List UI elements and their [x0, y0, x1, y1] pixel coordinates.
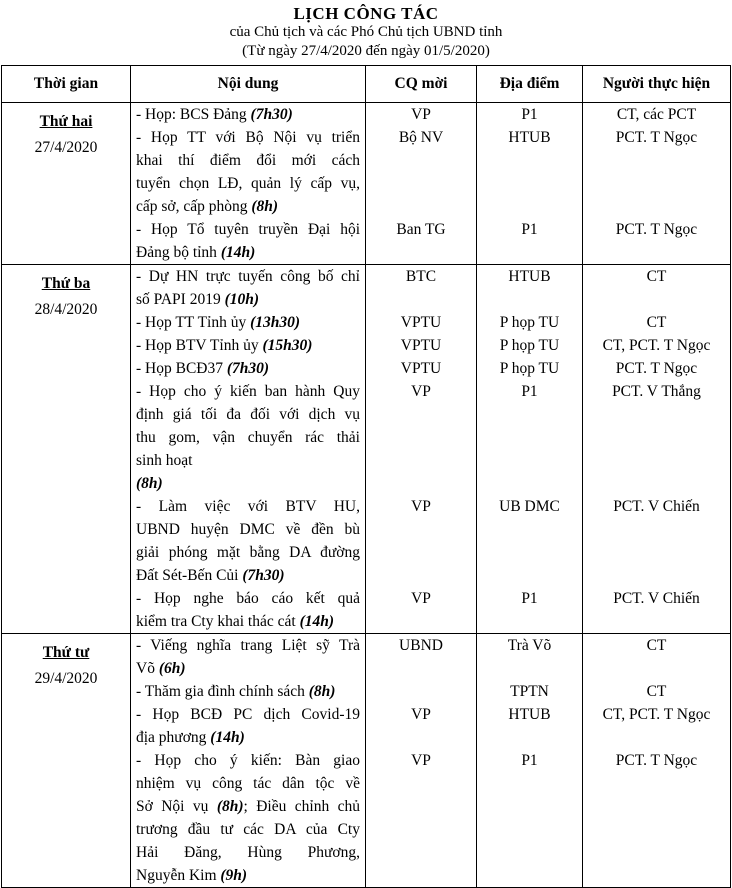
- agenda-item: [136, 357, 360, 380]
- agenda-time: (14h): [299, 613, 335, 630]
- agenda-text: địa phương: [136, 729, 207, 746]
- agenda-item: [136, 334, 360, 357]
- person-value-block: [583, 103, 730, 126]
- place-value: P họp TU: [499, 360, 560, 377]
- agenda-text: tuyển chọn LĐ, quản lý cấp vụ,: [136, 175, 360, 192]
- host-value: [366, 680, 476, 703]
- agenda-text: kiểm tra Cty khai thác cát: [136, 613, 296, 630]
- day-row: [2, 103, 731, 265]
- agenda-line: [136, 818, 360, 841]
- agenda-time: (8h): [251, 198, 279, 215]
- place-value: P1: [521, 383, 538, 400]
- document-title: LỊCH CÔNG TÁC: [293, 4, 439, 23]
- host-value-block: [366, 680, 476, 703]
- agenda-text: số PAPI 2019: [136, 291, 221, 308]
- agenda-text: - Họp Tổ tuyên truyền Đại hội: [136, 221, 360, 238]
- person-value: CT, PCT. T Ngọc: [602, 706, 711, 723]
- person-value-block: [583, 680, 730, 703]
- person-value-block: [583, 334, 730, 357]
- host-value: VP: [411, 498, 431, 515]
- agenda-text: trương đầu tư các DA của Cty: [136, 821, 360, 838]
- agenda-line: [136, 126, 360, 149]
- agenda-line: [136, 472, 360, 495]
- agenda-line: [136, 864, 360, 887]
- host-cell: [366, 265, 477, 634]
- agenda-line: [136, 495, 360, 518]
- agenda-text: khai thí điểm đổi mới cách: [136, 152, 360, 169]
- agenda-line: [136, 288, 360, 311]
- place-value-block: [477, 311, 582, 334]
- agenda-time: (15h30): [262, 337, 313, 354]
- host-value: VP: [411, 706, 431, 723]
- host-value-block: [366, 587, 476, 633]
- person-value: PCT. T Ngọc: [615, 360, 698, 377]
- day-date: 28/4/2020: [34, 301, 98, 318]
- person-value-block: [583, 634, 730, 680]
- agenda-text: nhiệm vụ công tác dân tộc về: [136, 775, 360, 792]
- agenda-line: [136, 634, 360, 657]
- person-value-block: [583, 749, 730, 887]
- agenda-line: [136, 265, 360, 288]
- agenda-text: Nguyễn Kim: [136, 867, 217, 884]
- col-header-place: Địa điểm: [477, 66, 583, 103]
- person-value: CT, các PCT: [616, 106, 697, 123]
- person-value-block: [583, 587, 730, 633]
- person-value-block: [583, 311, 730, 334]
- agenda-line: [136, 311, 360, 334]
- host-value: VPTU: [400, 337, 442, 354]
- agenda-text: Đảng bộ tỉnh: [136, 244, 217, 261]
- agenda-time: (7h30): [242, 567, 285, 584]
- host-value-block: [366, 749, 476, 887]
- person-value: CT, PCT. T Ngọc: [602, 337, 711, 354]
- date-range: (Từ ngày 27/4/2020 đến ngày 01/5/2020): [242, 43, 490, 59]
- day-cell: [2, 103, 131, 265]
- person-value-block: [583, 218, 730, 264]
- person-value: CT: [646, 637, 667, 654]
- agenda-line: [136, 703, 360, 726]
- agenda-text: UBND huyện DMC về đền bù: [136, 521, 360, 538]
- agenda-line: [136, 587, 360, 610]
- agenda-line: [136, 334, 360, 357]
- agenda-line: [136, 426, 360, 449]
- host-value-block: [366, 380, 476, 495]
- agenda-text: Hải Đăng, Hùng Phương,: [136, 844, 360, 861]
- person-value-block: [583, 126, 730, 218]
- place-cell: [477, 634, 583, 888]
- agenda-line: [136, 403, 360, 426]
- agenda-item: [136, 680, 360, 703]
- place-value-block: [477, 680, 582, 703]
- place-value: P họp TU: [499, 337, 560, 354]
- host-value-block: [366, 126, 476, 218]
- person-value: PCT. T Ngọc: [615, 221, 698, 238]
- agenda-item: [136, 218, 360, 264]
- place-value-block: [477, 634, 582, 680]
- agenda-item: [136, 703, 360, 749]
- agenda-item: [136, 380, 360, 495]
- agenda-text: Đất Sét-Bến Củi: [136, 567, 239, 584]
- person-cell: [583, 634, 731, 888]
- place-value: P1: [521, 106, 538, 123]
- header-row: [2, 66, 731, 103]
- host-value-block: [366, 634, 476, 680]
- host-value: VP: [411, 752, 431, 769]
- agenda-item: [136, 495, 360, 587]
- agenda-line: [136, 541, 360, 564]
- place-value: P1: [521, 221, 538, 238]
- agenda-text: - Thăm gia đình chính sách: [136, 683, 305, 700]
- agenda-line: [136, 149, 360, 172]
- day-cell: [2, 265, 131, 634]
- agenda-time: (14h): [210, 729, 245, 746]
- agenda-line: [136, 195, 360, 218]
- agenda-text: - Viếng nghĩa trang Liệt sỹ Trà: [136, 637, 360, 654]
- agenda-text: sinh hoạt: [136, 452, 193, 469]
- agenda-item: [136, 103, 360, 126]
- agenda-time: (7h30): [250, 106, 293, 123]
- agenda-item: [136, 749, 360, 887]
- agenda-line: [136, 657, 360, 680]
- host-value-block: [366, 357, 476, 380]
- host-value-block: [366, 218, 476, 264]
- agenda-time: (10h): [224, 291, 260, 308]
- person-value-block: [583, 380, 730, 495]
- col-header-time: Thời gian: [2, 66, 131, 103]
- day-date: 27/4/2020: [34, 139, 98, 156]
- agenda-text: Sở Nội vụ: [136, 798, 209, 815]
- agenda-line: [136, 518, 360, 541]
- host-value-block: [366, 703, 476, 749]
- agenda-line: [136, 218, 360, 241]
- agenda-line: [136, 841, 360, 864]
- place-value-block: [477, 587, 582, 633]
- place-value: HTUB: [508, 129, 551, 146]
- person-cell: [583, 265, 731, 634]
- agenda-time: (14h): [220, 244, 256, 261]
- place-value-block: [477, 357, 582, 380]
- agenda-text: - Dự HN trực tuyến công bố chỉ: [136, 268, 360, 285]
- col-header-host: CQ mời: [366, 66, 477, 103]
- place-value: P họp TU: [499, 314, 560, 331]
- person-value: PCT. T Ngọc: [615, 129, 698, 146]
- host-value: Bộ NV: [398, 129, 444, 146]
- agenda-line: [136, 749, 360, 772]
- place-cell: [477, 103, 583, 265]
- host-value: UBND: [399, 637, 443, 654]
- agenda-item: [136, 634, 360, 680]
- person-value: PCT. V Chiến: [613, 590, 700, 607]
- agenda-text: - Họp: BCS Đảng: [136, 106, 247, 123]
- col-header-person: Người thực hiện: [583, 66, 731, 103]
- agenda-line: [136, 772, 360, 795]
- agenda-line: [136, 103, 360, 126]
- host-value: VPTU: [400, 360, 442, 377]
- agenda-time: (8h): [136, 475, 163, 492]
- place-value-block: [477, 334, 582, 357]
- agenda-line: [136, 795, 360, 818]
- agenda-line: [136, 680, 360, 703]
- place-value-block: [477, 265, 582, 311]
- person-value-block: [583, 703, 730, 749]
- day-name: Thứ ba: [41, 275, 91, 292]
- person-value-block: [583, 265, 730, 311]
- person-value: PCT. V Thắng: [612, 383, 701, 400]
- place-value: P1: [521, 590, 538, 607]
- agenda-text: - Họp nghe báo cáo kết quả: [136, 590, 360, 607]
- place-value-block: [477, 126, 582, 218]
- place-value: UB DMC: [499, 498, 560, 515]
- agenda-time: (13h30): [250, 314, 301, 331]
- agenda-line: [136, 449, 360, 472]
- content-cell: [131, 103, 366, 265]
- person-value: CT: [646, 314, 667, 331]
- day-cell: [2, 634, 131, 888]
- agenda-line: [136, 564, 360, 587]
- content-cell: [131, 265, 366, 634]
- agenda-text: Võ: [136, 660, 155, 677]
- host-value-block: [366, 265, 476, 311]
- agenda-line: [136, 380, 360, 403]
- host-value-block: [366, 334, 476, 357]
- col-header-content: Nội dung: [131, 66, 366, 103]
- host-value-block: [366, 103, 476, 126]
- agenda-item: [136, 587, 360, 633]
- agenda-text: - Họp TT Tỉnh ủy: [136, 314, 247, 331]
- place-value-block: [477, 103, 582, 126]
- place-value-block: [477, 380, 582, 495]
- place-value-block: [477, 749, 582, 887]
- day-row: [2, 265, 731, 634]
- agenda-text-inline: ; Điều chỉnh chủ: [243, 798, 360, 815]
- person-value-block: [583, 495, 730, 587]
- agenda-line: [136, 241, 360, 264]
- agenda-line: [136, 357, 360, 380]
- agenda-item: [136, 265, 360, 311]
- agenda-text: thu gom, vận chuyển rác thải: [136, 429, 360, 446]
- agenda-line: [136, 726, 360, 749]
- place-value-block: [477, 703, 582, 749]
- place-value-block: [477, 218, 582, 264]
- agenda-time: (8h): [216, 798, 244, 815]
- agenda-line: [136, 172, 360, 195]
- host-value-block: [366, 495, 476, 587]
- person-value-block: [583, 357, 730, 380]
- agenda-text: - Họp TT với Bộ Nội vụ triển: [136, 129, 360, 146]
- person-cell: [583, 103, 731, 265]
- day-name: Thứ hai: [39, 113, 93, 130]
- day-name: Thứ tư: [42, 644, 90, 661]
- agenda-item: [136, 126, 360, 218]
- agenda-time: (7h30): [226, 360, 270, 377]
- host-cell: [366, 634, 477, 888]
- place-value: HTUB: [508, 268, 551, 285]
- host-value: VP: [411, 590, 431, 607]
- host-value-block: [366, 311, 476, 334]
- day-date: 29/4/2020: [34, 670, 98, 687]
- place-value: TPTN: [510, 683, 549, 700]
- person-value: CT: [646, 268, 667, 285]
- host-value: VP: [411, 106, 431, 123]
- host-value: Ban TG: [396, 221, 446, 238]
- host-value: VPTU: [400, 314, 442, 331]
- host-value: VP: [411, 383, 431, 400]
- agenda-time: (6h): [158, 660, 186, 677]
- person-value: PCT. T Ngọc: [615, 752, 698, 769]
- place-value-block: [477, 495, 582, 587]
- content-cell: [131, 634, 366, 888]
- document-subtitle: của Chủ tịch và các Phó Chủ tịch UBND tỉnh: [229, 24, 503, 40]
- agenda-text: - Họp cho ý kiến ban hành Quy: [136, 383, 360, 400]
- agenda-text: - Họp BCĐ37: [136, 360, 223, 377]
- place-cell: [477, 265, 583, 634]
- agenda-text: định giá tối đa đối với dịch vụ: [136, 406, 360, 423]
- schedule-table: [1, 65, 731, 888]
- agenda-item: [136, 311, 360, 334]
- place-value: HTUB: [508, 706, 551, 723]
- agenda-text: cấp sở, cấp phòng: [136, 198, 248, 215]
- agenda-time: (8h): [308, 683, 336, 700]
- host-value: BTC: [405, 268, 437, 285]
- agenda-time: (9h): [220, 867, 248, 884]
- place-value: P1: [521, 752, 538, 769]
- host-cell: [366, 103, 477, 265]
- agenda-text: giải phóng mặt bằng DA đường: [136, 544, 360, 561]
- agenda-text: - Họp BCĐ PC dịch Covid-19: [136, 706, 360, 723]
- agenda-line: [136, 610, 360, 633]
- agenda-text: - Họp cho ý kiến: Bàn giao: [136, 752, 360, 769]
- place-value: Trà Võ: [507, 637, 552, 654]
- day-row: [2, 634, 731, 888]
- agenda-text: - Họp BTV Tỉnh ủy: [136, 337, 259, 354]
- person-value: CT: [646, 683, 667, 700]
- person-value: PCT. V Chiến: [613, 498, 700, 515]
- agenda-text: - Làm việc với BTV HU,: [136, 498, 360, 515]
